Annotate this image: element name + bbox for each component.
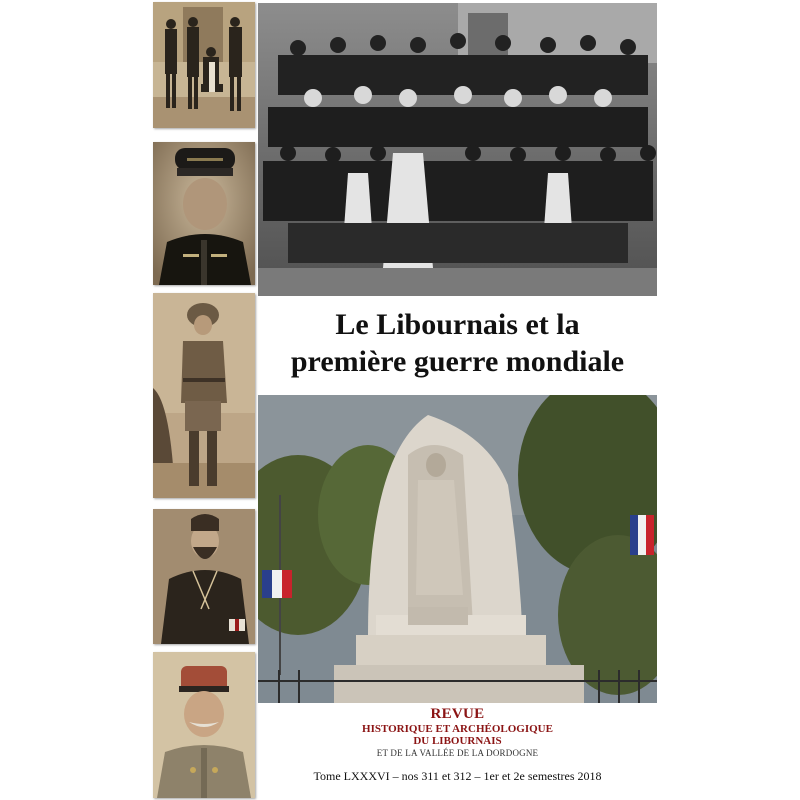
bearded-man-portrait-photo [153, 509, 255, 644]
title-line-2: première guerre mondiale [290, 345, 625, 378]
revue-subtitle-1: HISTORIQUE ET ARCHÉOLOGIQUE [362, 723, 553, 735]
officer-portrait-photo [153, 142, 255, 285]
issue-info: Tome LXXXVI – nos 311 et 312 – 1er et 2e semestres 2018 [313, 769, 602, 783]
journal-name-block [258, 706, 657, 759]
group-portrait-photo [153, 2, 255, 128]
title-line-1: Le Libournais et la [335, 308, 580, 341]
general-portrait-photo [153, 652, 255, 798]
revue-subtitle-2: DU LIBOURNAIS [413, 735, 502, 747]
revue-subtitle-3: ET DE LA VALLÉE DE LA DORDOGNE [376, 748, 539, 758]
soldier-portrait-photo [153, 293, 255, 498]
nurses-soldiers-group-photo [258, 3, 657, 296]
revue-label: REVUE [430, 706, 485, 722]
cover-title [258, 306, 657, 380]
war-memorial-photo [258, 395, 657, 703]
